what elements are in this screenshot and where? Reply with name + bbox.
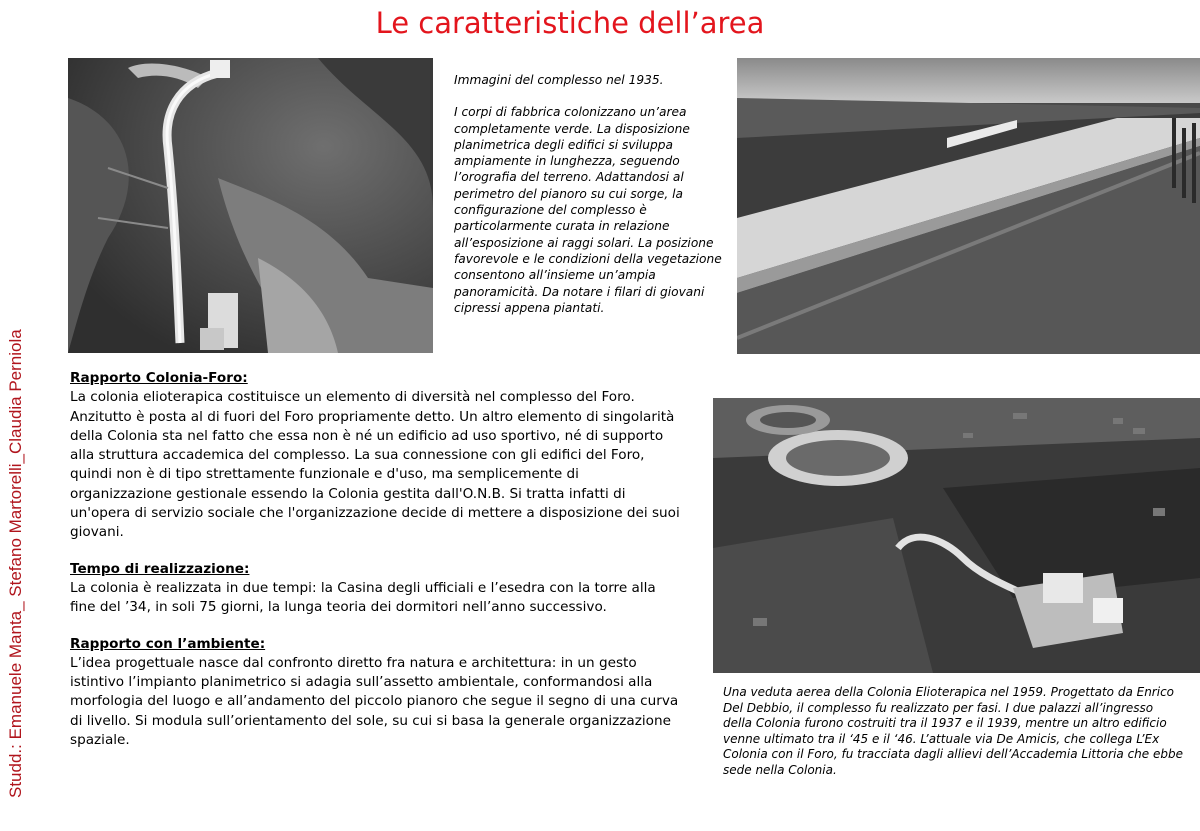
section-heading: Rapporto con l’ambiente: bbox=[70, 635, 266, 652]
terrace-photo-1935 bbox=[737, 58, 1200, 354]
aerial-photo-1959-image bbox=[713, 398, 1200, 673]
caption-1935-text: I corpi di fabbrica colonizzano un’area completamente verde. La disposizione planimetrica degli edifici si sviluppa ampiamente in lunghezza, seguendo l’orografia del terreno. Adattandosi al perimetro del pianoro su cui sorge, la configurazione del complesso è particolarmente curata in relazione all’esposizione ai raggi solari. La posizione favorevole e le condizioni della vegetazione consentono all’insieme un’ampia panoramicità. Da notare i filari di giovani cipressi appena piantati. bbox=[454, 105, 722, 315]
caption-1935-heading: Immagini del complesso nel 1935. bbox=[454, 73, 664, 87]
aerial-photo-1935-image bbox=[68, 58, 433, 353]
body-text bbox=[70, 369, 680, 767]
caption-1935 bbox=[454, 72, 724, 316]
caption-1959-text: Una veduta aerea della Colonia Elioterapica nel 1959. Progettato da Enrico Del Debbio, il complesso fu realizzato per fasi. I due palazzi all’ingresso della Colonia furono costruiti tra il 1937 e il 1939, mentre un altro edificio venne ultimato tra il ‘45 e il ‘46. L’attuale via De Amicis, che collega L’Ex Colonia con il Foro, fu tracciata dagli allievi dell’Accademia Littoria che ebbe sede nella Colonia. bbox=[723, 685, 1183, 777]
section-heading: Tempo di realizzazione: bbox=[70, 560, 250, 577]
section-text: La colonia è realizzata in due tempi: la Casina degli ufficiali e l’esedra con la torre alla fine del ’34, in soli 75 giorni, la lunga teoria dei dormitori nell’anno successivo. bbox=[70, 579, 656, 616]
section-text: L’idea progettuale nasce dal confronto diretto fra natura e architettura: in un gesto istintivo l’impianto planimetrico si adagia sull’assetto ambientale, conformandosi alla morfologia del luogo e all’andamento del piccolo pianoro che segue il segno di una curva di livello. Si modula sull’orientamento del sole, su cui si basa la generale organizzazione spaziale. bbox=[70, 654, 679, 749]
aerial-photo-1959 bbox=[713, 398, 1200, 673]
aerial-photo-1935 bbox=[68, 58, 433, 353]
authors-label: Studd.: Emanuele Manta_ Stefano Martorelli_Claudia Perniola bbox=[6, 329, 25, 798]
section-heading: Rapporto Colonia-Foro: bbox=[70, 370, 248, 386]
section-text: La colonia elioterapica costituisce un elemento di diversità nel complesso del Foro. Anzitutto è posta al di fuori del Foro propriamente detto. Un altro elemento di singolarità della Colonia sta nel fatto che essa non è né un edificio ad uso sportivo, né di supporto alla struttura accademica del complesso. La sua connessione con gli edifici del Foro, quindi non è di tipo strettamente funzionale e d'uso, ma semplicemente di organizzazione gestionale essendo la Colonia gestita dall'O.N.B. Si tratta infatti di un'opera di servizio sociale che l'organizzazione decide di mettere a disposizione dei suoi giovani. bbox=[70, 389, 680, 541]
page-title: Le caratteristiche dell’area bbox=[375, 6, 765, 40]
caption-1959 bbox=[723, 685, 1183, 779]
terrace-photo-1935-image bbox=[737, 58, 1200, 354]
